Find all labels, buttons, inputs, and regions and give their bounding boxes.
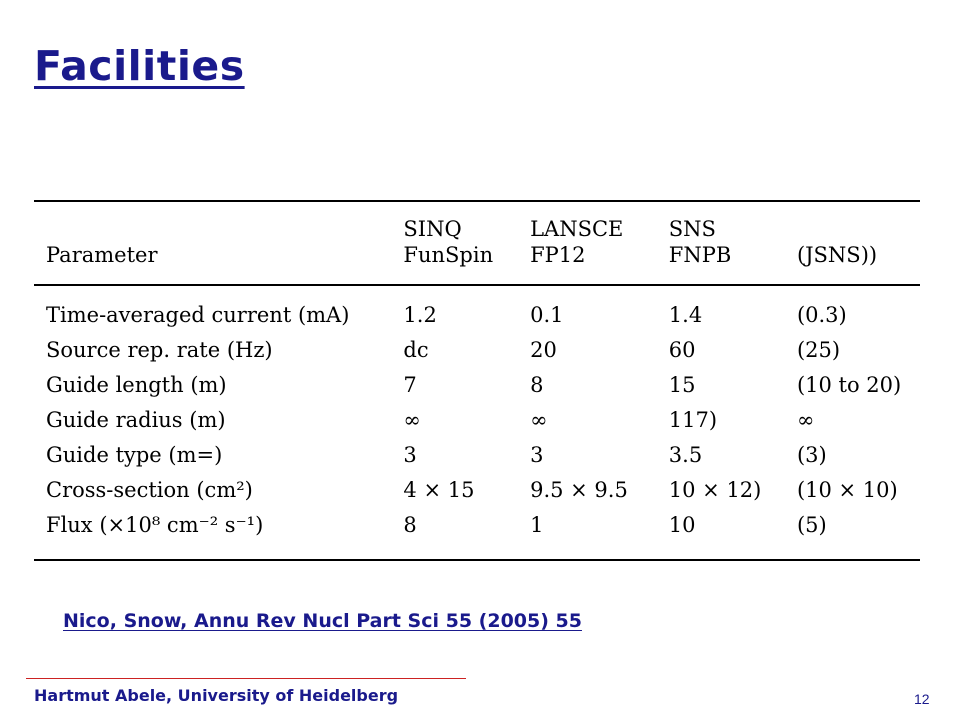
cell-parameter: Guide radius (m) [46,408,226,432]
cell-sns: 15 [668,373,696,397]
header-sinq-name: SINQ [403,217,462,241]
cell-jsns: (10 × 10) [796,478,898,502]
header-sns-name: SNS [668,217,716,241]
table-row [34,333,920,368]
cell-sns: 117) [668,408,718,432]
cell-lansce: ∞ [530,408,548,432]
header-lansce-name: LANSCE [530,217,624,241]
cell-sinq: ∞ [403,408,421,432]
cell-sns: 10 × 12) [668,478,762,502]
cell-sinq: dc [403,338,429,362]
cell-lansce: 1 [530,513,544,537]
cell-parameter: Flux (×10⁸ cm⁻² s⁻¹) [46,513,264,537]
cell-sns: 10 [668,513,696,537]
cell-jsns: (25) [796,338,841,362]
cell-lansce: 20 [530,338,557,362]
table-row [34,473,920,508]
cell-jsns: ∞ [796,408,815,432]
facilities-table [34,200,920,561]
header-sns [657,201,785,285]
cell-lansce: 8 [530,373,544,397]
cell-jsns: (5) [796,513,827,537]
header-sinq [391,201,518,285]
table-row [34,403,920,438]
table-row [34,285,920,333]
header-lansce [518,201,657,285]
cell-jsns: (3) [796,443,827,467]
header-lansce-instrument: FP12 [530,243,586,267]
cell-sinq: 1.2 [403,303,437,327]
table-row [34,438,920,473]
header-jsns: (JSNS)) [796,243,878,267]
cell-lansce: 9.5 × 9.5 [530,478,628,502]
cell-jsns: (0.3) [796,303,847,327]
table-row [34,508,920,560]
cell-lansce: 3 [530,443,544,467]
cell-parameter: Guide type (m=) [46,443,223,467]
header-sinq-instrument: FunSpin [403,243,494,267]
cell-lansce: 0.1 [530,303,564,327]
cell-sinq: 4 × 15 [403,478,475,502]
citation-link[interactable]: Nico, Snow, Annu Rev Nucl Part Sci 55 (2005) 55 [63,610,582,632]
header-sns-instrument: FNPB [668,243,732,267]
table-row [34,368,920,403]
cell-parameter: Cross-section (cm²) [46,478,253,502]
cell-sinq: 3 [403,443,417,467]
cell-sns: 3.5 [668,443,703,467]
cell-jsns: (10 to 20) [796,373,902,397]
slide-title: Facilities [34,42,245,90]
footer-author: Hartmut Abele, University of Heidelberg [34,686,399,705]
facilities-table-container [34,200,920,561]
footer-divider [26,678,466,679]
cell-parameter: Time-averaged current (mA) [46,303,350,327]
cell-sns: 1.4 [668,303,703,327]
cell-parameter: Guide length (m) [46,373,227,397]
table-header-row [34,201,920,285]
header-parameter: Parameter [46,243,158,267]
cell-sns: 60 [668,338,696,362]
page-number: 12 [914,691,930,707]
cell-sinq: 8 [403,513,417,537]
cell-sinq: 7 [403,373,417,397]
cell-parameter: Source rep. rate (Hz) [46,338,273,362]
